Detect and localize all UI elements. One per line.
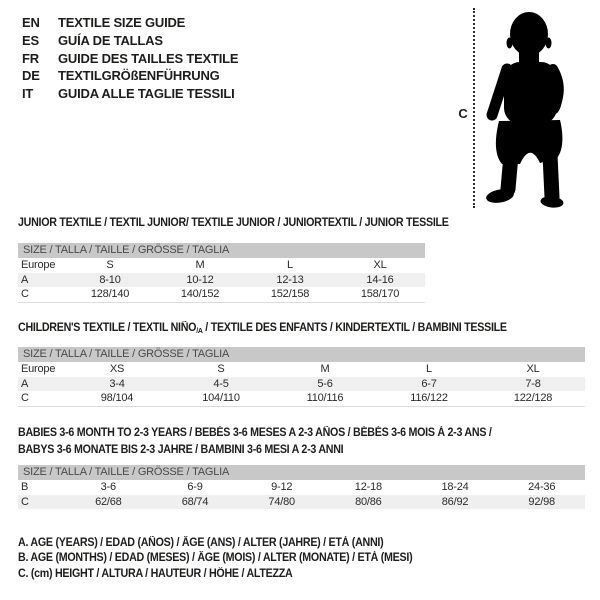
size-cell: L [287,259,293,271]
size-cell: 14-16 [366,273,394,286]
size-cell: 110/116 [306,392,344,405]
language-code: DE [22,68,40,84]
size-header-bar: SIZE / TALLA / TAILLE / GRÖSSE / TAGLIA [18,347,585,362]
children-row-c [18,391,585,406]
size-cell: 62/68 [95,495,122,508]
size-cell: 5-6 [317,377,333,390]
size-cell: XL [526,363,540,375]
junior-region-row [18,258,425,273]
size-cell: 12-18 [354,481,382,493]
children-size-table [18,347,585,407]
language-title: GUÍA DE TALLAS [58,32,163,48]
size-cell: L [426,363,432,375]
size-header-bar: SIZE / TALLA / TAILLE / GRÖSSE / TAGLIA [18,465,585,480]
size-cell: 10-12 [186,273,214,286]
language-code: FR [22,50,39,66]
size-cell: 3-4 [109,377,125,390]
size-cell: S [106,259,114,271]
size-cell: 7-8 [525,377,541,390]
size-cell: 6-7 [421,377,437,390]
legend-note-b: B. AGE (MONTHS) / EDAD (MESES) / ÂGE (MOIS) / ALTER (MONATE) / ETÀ (MESI) [18,552,413,565]
size-cell: 116/122 [410,392,448,405]
junior-row-a [18,273,425,288]
babies-size-table [18,465,585,509]
language-code: ES [22,32,39,48]
size-cell: 24-36 [528,481,556,493]
size-cell: 140/152 [180,288,220,301]
size-cell: 98/104 [100,392,134,405]
size-cell: M [320,363,330,375]
size-cell: 128/140 [90,288,130,301]
row-label-cell: Europe [21,259,56,271]
size-cell: S [217,363,225,375]
language-row [22,14,238,32]
size-cell: 68/74 [181,495,209,508]
row-label-cell: C [21,392,29,405]
language-row [22,50,238,68]
children-table-title [18,322,507,335]
legend-note-c: C. (cm) HEIGHT / ALTURA / HAUTEUR / HÖHE / ALTEZZA [18,567,293,580]
size-cell: 74/80 [268,495,295,508]
size-cell: 152/158 [270,288,310,301]
language-code: EN [22,15,40,30]
language-row [22,32,238,50]
row-label-cell: A [21,273,29,286]
height-measure-label: C [458,106,468,121]
babies-table-title-line2: BABYS 3-6 MONATE BIS 2-3 JAHRE / BAMBINI 3-6 MESI A 2-3 ANNI [18,444,344,456]
size-cell: 8-10 [99,273,121,286]
junior-table-title: JUNIOR TEXTILE / TEXTIL JUNIOR/ TEXTILE JUNIOR / JUNIORTEXTIL / JUNIOR TESSILE [18,217,449,229]
baby-silhouette-icon [483,5,579,210]
row-label-cell: Europe [21,363,56,375]
size-cell: 158/170 [360,288,400,301]
language-title: TEXTILE SIZE GUIDE [58,15,186,30]
size-cell: XL [373,259,387,271]
row-label-cell: A [21,377,29,390]
children-title-post: / TEXTILE DES ENFANTS / KINDERTEXTIL / BAMBINI TESSILE [202,322,507,334]
language-title: GUIDE DES TAILLES TEXTILE [58,50,239,66]
size-cell: 18-24 [441,481,469,493]
size-cell: 92/98 [528,495,555,508]
size-cell: 80/86 [355,495,382,508]
legend-notes [18,536,442,582]
language-row [22,85,238,103]
babies-row-c [18,495,585,510]
junior-size-table [18,243,425,303]
size-header-bar: SIZE / TALLA / TAILLE / GRÖSSE / TAGLIA [18,243,425,258]
language-guide [22,14,238,103]
junior-row-c [18,287,425,302]
row-label-cell: C [21,495,29,508]
size-cell: 12-13 [276,273,304,286]
language-row [22,67,238,85]
size-cell: 3-6 [100,481,116,493]
children-title-subscript: /A [196,326,203,335]
size-cell: 6-9 [187,481,203,493]
height-dotted-line [473,8,475,208]
language-code: IT [22,86,34,102]
babies-table-title-line1: BABIES 3-6 MONTH TO 2-3 YEARS / BEBÉS 3-6 MESES A 2-3 AÑOS / BÉBÉS 3-6 MOIS À 2-3 ANS / [18,427,492,439]
children-title-pre: CHILDREN'S TEXTILE / TEXTIL NIÑO [18,322,197,334]
babies-row-b [18,480,585,495]
size-cell: XS [109,363,125,375]
row-label-cell: C [21,288,29,301]
size-cell: 9-12 [271,481,293,493]
children-row-a [18,377,585,392]
language-title: TEXTILGRÖßENFÜHRUNG [58,68,220,84]
size-cell: 122/128 [513,392,553,405]
legend-note-a: A. AGE (YEARS) / EDAD (AÑOS) / ÂGE (ANS) / ALTER (JAHRE) / ETÀ (ANNI) [18,537,384,549]
row-label-cell: B [21,481,29,493]
children-region-row [18,362,585,377]
size-cell: M [195,259,205,271]
size-cell: 4-5 [213,377,229,390]
language-title: GUIDA ALLE TAGLIE TESSILI [58,86,235,102]
size-cell: 86/92 [441,495,469,508]
size-cell: 104/110 [202,392,240,405]
